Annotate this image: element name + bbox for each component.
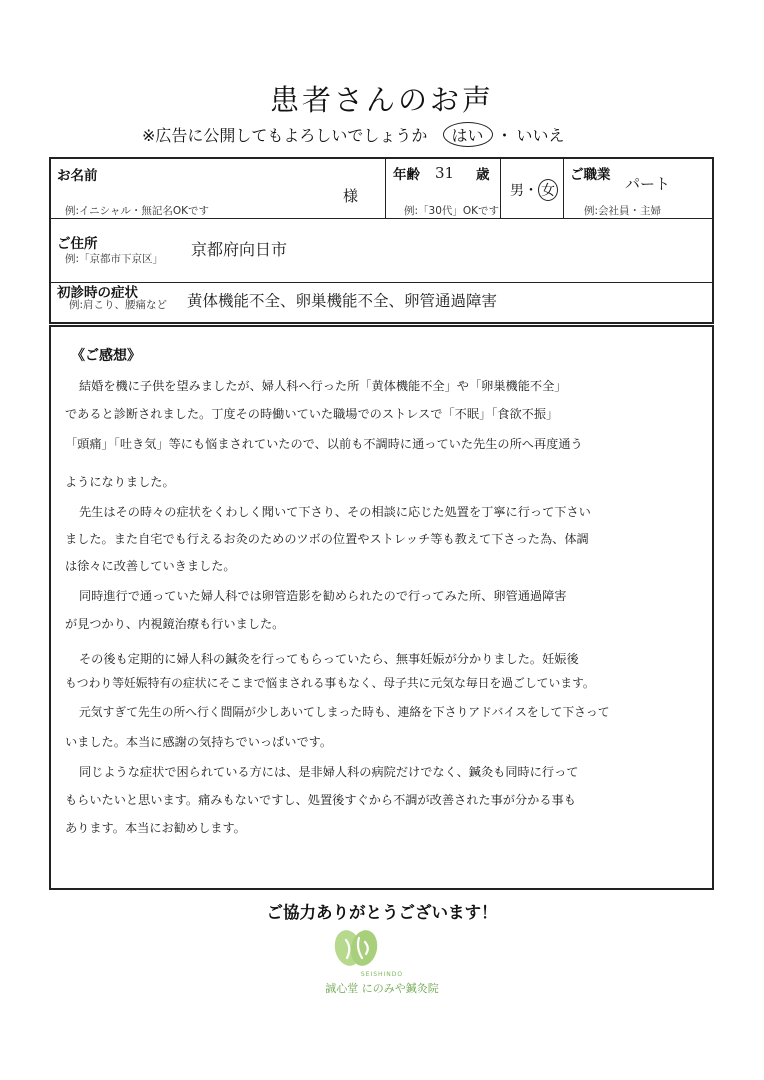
clinic-logo-icon: [332, 926, 380, 970]
gender-selector: [510, 179, 558, 201]
form-row-symptoms: [51, 283, 712, 326]
impressions-line: ました。また自宅でも行えるお灸のためのツボの位置やストレッチ等も教えて下さった為、体調: [65, 532, 589, 546]
consent-separator: ・: [496, 126, 513, 145]
address-hint: 例:「京都市下京区」: [65, 253, 164, 265]
occupation-hint: 例:会社員・主婦: [584, 205, 662, 217]
consent-question: ※広告に公開してもよろしいでしょうか: [142, 126, 428, 145]
impressions-line: 先生はその時々の症状をくわしく聞いて下さり、その相談に応じた処置を丁寧に行って下さい: [79, 505, 591, 519]
impressions-line: ようになりました。: [65, 475, 175, 489]
occupation-label: ご職業: [570, 167, 611, 183]
logo-caption: SEISHINDO: [360, 971, 404, 978]
impressions-label: 《ご感想》: [71, 348, 141, 364]
age-hint: 例:「30代」OKです: [404, 205, 500, 217]
gender-male-option[interactable]: 男: [510, 183, 524, 199]
name-hint: 例:イニシャル・無記名OKです: [65, 205, 210, 217]
divider: [500, 159, 501, 219]
impressions-line: 同じような症状で困られている方には、是非婦人科の病院だけでなく、鍼灸も同時に行って: [79, 765, 579, 779]
impressions-line: 同時進行で通っていた婦人科では卵管造影を勧められたので行ってみた所、卵管通過障害: [79, 589, 567, 603]
impressions-line: は徐々に改善していきました。: [65, 559, 236, 573]
clinic-name: 誠心堂 にのみや鍼灸院: [325, 982, 439, 995]
impressions-line: 「頭痛」「吐き気」等にも悩まされていたので、以前も不調時に通っていた先生の所へ再度通う: [65, 437, 583, 451]
symptoms-value[interactable]: 黄体機能不全、卵巣機能不全、卵管通過障害: [187, 292, 498, 310]
divider: [563, 159, 564, 219]
gender-female-option[interactable]: 女: [538, 179, 558, 201]
name-suffix: 様: [343, 187, 359, 205]
symptoms-hint: 例:肩こり、腰痛など: [69, 299, 168, 311]
name-label: お名前: [57, 168, 98, 184]
impressions-line: もらいたいと思います。痛みもないですし、処置後すぐから不調が改善された事が分かる事も: [65, 793, 576, 807]
form-row-basic: [51, 159, 712, 219]
page-title: 患者さんのお声: [269, 83, 494, 117]
address-value[interactable]: 京都府向日市: [191, 240, 288, 259]
impressions-line: であると診断されました。丁度その時働いていた職場でのストレスで「不眠」「食欲不振」: [65, 407, 559, 421]
gender-separator: ・: [524, 183, 538, 199]
impressions-line: もつわり等妊娠特有の症状にそこまで悩まされる事もなく、母子共に元気な毎日を過ごしています。: [65, 676, 595, 690]
consent-no-option[interactable]: いいえ: [516, 126, 565, 145]
impressions-line: 元気すぎて先生の所へ行く間隔が少しあいてしまった時も、連絡を下さりアドバイスをして下さって: [79, 705, 610, 719]
impressions-box: [49, 325, 714, 890]
form-row-address: [51, 219, 712, 283]
symptoms-label: 初診時の症状: [57, 285, 138, 301]
impressions-line: あります。本当にお勧めします。: [65, 821, 246, 835]
occupation-value[interactable]: パート: [625, 175, 671, 193]
age-value[interactable]: 31: [435, 164, 455, 182]
impressions-line: いました。本当に感謝の気持ちでいっぱいです。: [65, 735, 333, 749]
patient-info-form: [49, 157, 714, 324]
address-label: ご住所: [57, 236, 98, 252]
impressions-line: 結婚を機に子供を望みましたが、婦人科へ行った所「黄体機能不全」や「卵巣機能不全」: [79, 379, 567, 393]
consent-yes-option[interactable]: はい: [443, 122, 493, 147]
age-label: 年齢: [393, 167, 420, 183]
divider: [385, 159, 386, 219]
publication-consent: [142, 122, 565, 147]
impressions-line: が見つかり、内視鏡治療も行いました。: [65, 617, 285, 631]
impressions-line: その後も定期的に婦人科の鍼灸を行ってもらっていたら、無事妊娠が分かりました。妊娠後: [79, 652, 579, 666]
thanks-message: ご協力ありがとうございます！: [266, 903, 498, 922]
age-unit: 歳: [476, 167, 490, 183]
